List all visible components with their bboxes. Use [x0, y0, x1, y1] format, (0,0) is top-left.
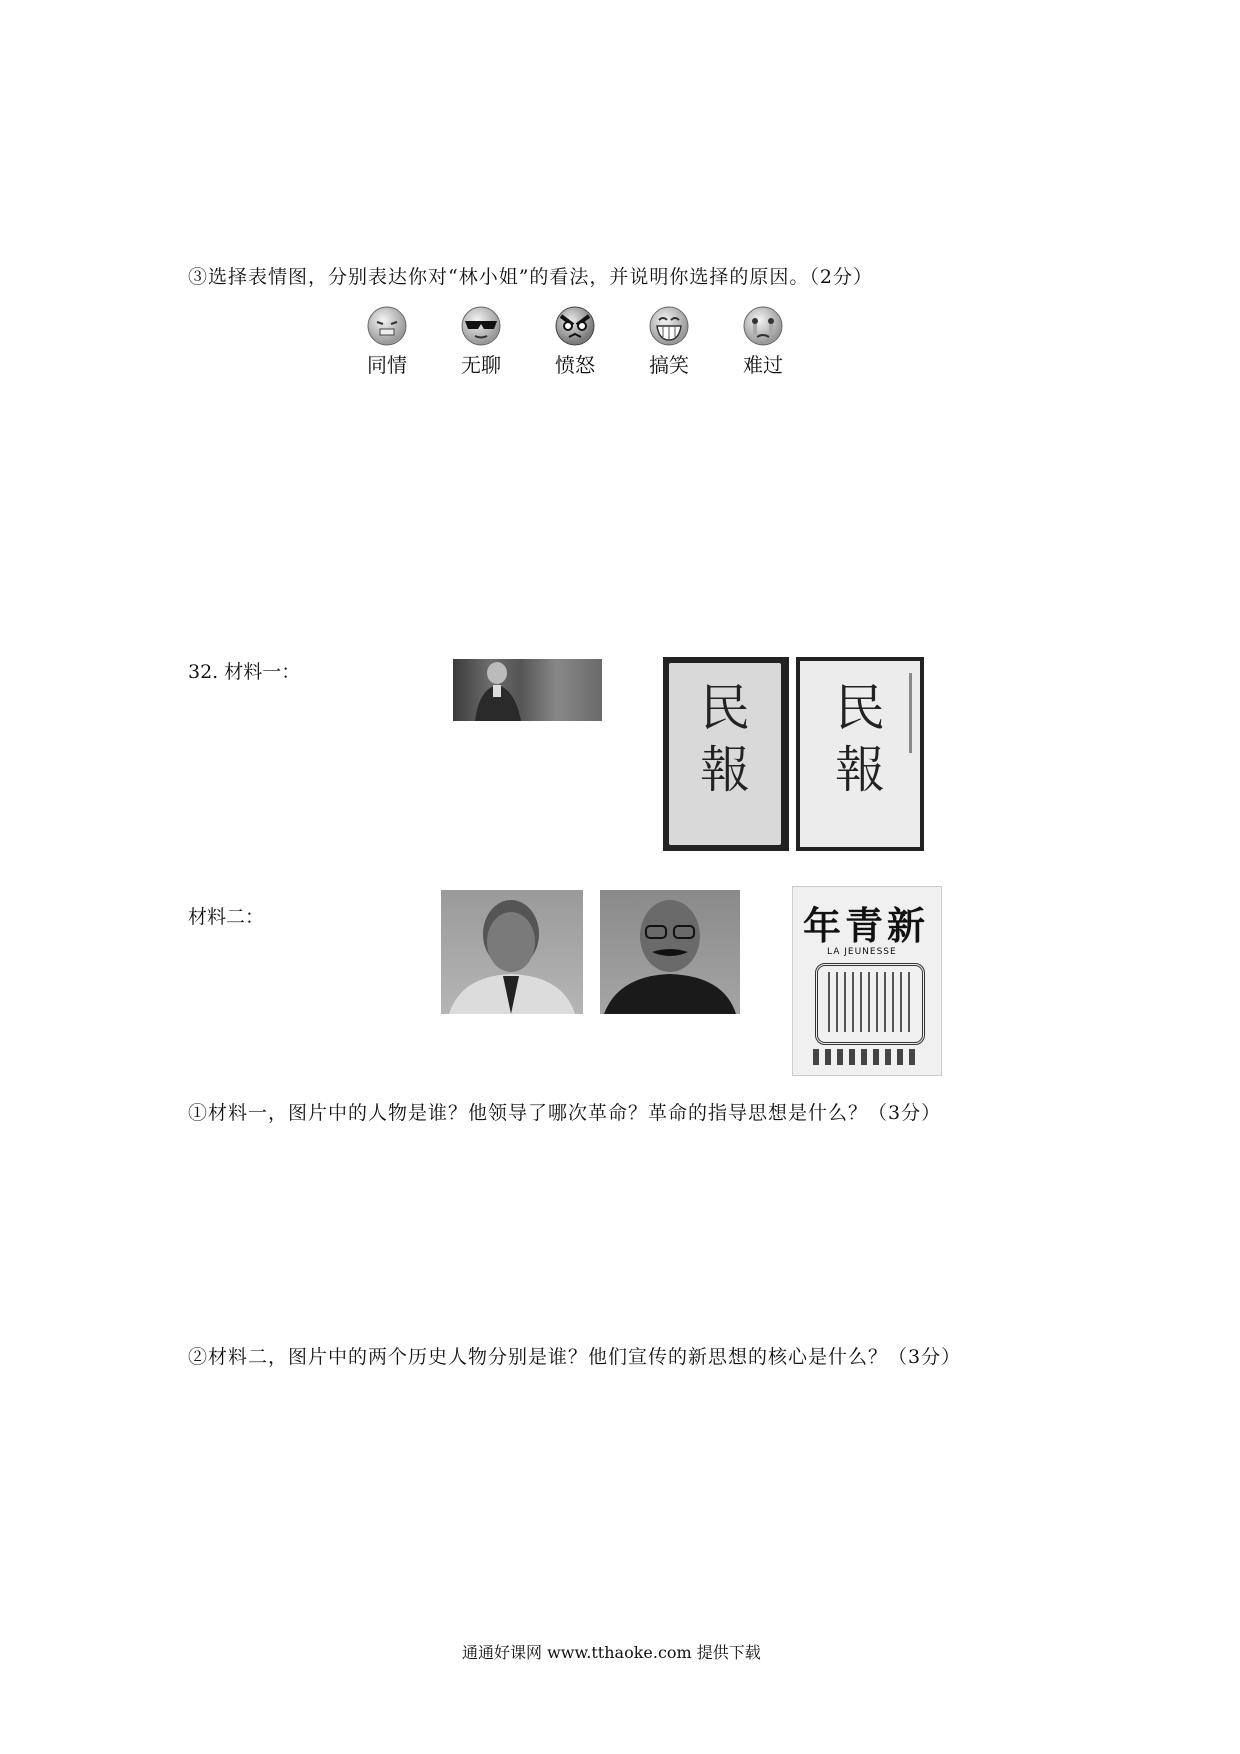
angry-face-icon	[554, 305, 596, 347]
minbao-char-2: 報	[700, 741, 750, 799]
xinqingnian-frame	[815, 963, 925, 1045]
emoji-label: 愤怒	[555, 353, 595, 377]
portrait-photo-2	[600, 890, 740, 1014]
question-32-1-text: ①材料一，图片中的人物是谁？他领导了哪次革命？革命的指导思想是什么？（3分）	[188, 1102, 942, 1124]
emoji-label: 搞笑	[649, 353, 689, 377]
material-2-label: 材料二：	[188, 906, 265, 928]
portrait-photo-1	[441, 890, 583, 1014]
question-3-text: ③选择表情图，分别表达你对“林小姐”的看法，并说明你选择的原因。（2分）	[188, 266, 874, 288]
sympathy-face-icon	[366, 305, 408, 347]
minbao-cover-2	[796, 657, 924, 851]
portrait-figure-icon	[600, 890, 740, 1014]
xinqingnian-cover	[792, 886, 942, 1076]
xinqingnian-footer-text	[813, 1049, 921, 1065]
emoji-label: 难过	[743, 353, 783, 377]
emoji-option-funny	[622, 305, 716, 387]
emoji-option-sad	[716, 305, 810, 387]
grinning-face-icon	[648, 305, 690, 347]
historical-figure-photo	[453, 659, 602, 721]
emoji-label: 无聊	[461, 353, 501, 377]
xinqingnian-title: 年青新	[803, 903, 930, 948]
material-1-label: 32. 材料一：	[188, 661, 301, 683]
minbao-char-2: 報	[835, 741, 885, 799]
emoji-row	[340, 305, 810, 387]
sunglasses-face-icon	[460, 305, 502, 347]
minbao-cover-paper	[800, 661, 920, 847]
emoji-option-angry	[528, 305, 622, 387]
emoji-option-bored	[434, 305, 528, 387]
portrait-figure-icon	[441, 890, 583, 1014]
question-32-2-text: ②材料二，图片中的两个历史人物分别是谁？他们宣传的新思想的核心是什么？（3分）	[188, 1346, 962, 1368]
emoji-option-sympathy	[340, 305, 434, 387]
minbao-cover-1	[663, 657, 789, 851]
page-footer: 通通好课网 www.tthaoke.com 提供下载	[462, 1643, 761, 1662]
minbao-char-1: 民	[700, 679, 750, 737]
emoji-label: 同情	[367, 353, 407, 377]
figure-silhouette-icon	[453, 659, 602, 721]
minbao-char-1: 民	[835, 679, 885, 737]
sad-face-icon	[742, 305, 784, 347]
xinqingnian-subtitle: LA JEUNESSE	[827, 947, 897, 957]
minbao-cover-paper	[669, 663, 781, 845]
